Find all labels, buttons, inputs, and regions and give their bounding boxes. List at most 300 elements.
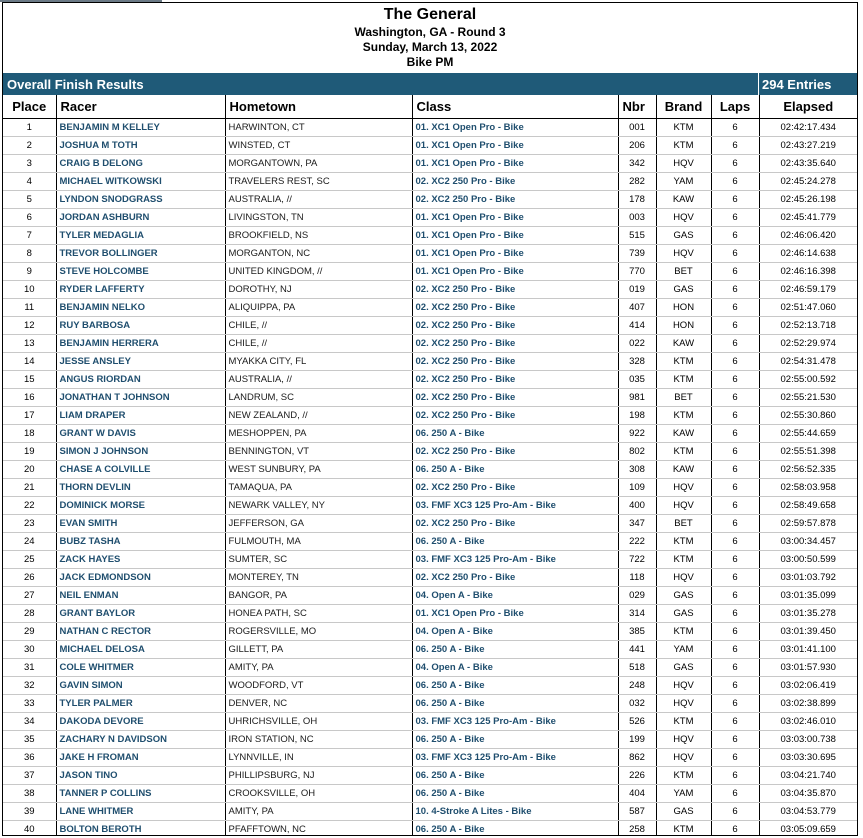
cell-elapsed: 03:01:35.099 [759, 587, 857, 605]
cell-place: 35 [3, 731, 56, 749]
cell-nbr: 248 [618, 677, 656, 695]
cell-elapsed: 02:52:13.718 [759, 317, 857, 335]
cell-class[interactable]: 02. XC2 250 Pro - Bike [412, 515, 618, 533]
cell-racer[interactable]: TREVOR BOLLINGER [56, 245, 225, 263]
cell-elapsed: 03:04:35.870 [759, 785, 857, 803]
cell-brand: KAW [656, 335, 711, 353]
cell-laps: 6 [711, 659, 759, 677]
cell-place: 27 [3, 587, 56, 605]
cell-laps: 6 [711, 173, 759, 191]
table-row [3, 317, 857, 335]
col-header-elapsed: Elapsed [759, 95, 857, 119]
table-row [3, 227, 857, 245]
cell-racer[interactable]: SIMON J JOHNSON [56, 443, 225, 461]
cell-brand: HQV [656, 479, 711, 497]
cell-class[interactable]: 06. 250 A - Bike [412, 425, 618, 443]
cell-racer[interactable]: THORN DEVLIN [56, 479, 225, 497]
cell-elapsed: 02:46:14.638 [759, 245, 857, 263]
cell-racer[interactable]: ANGUS RIORDAN [56, 371, 225, 389]
cell-elapsed: 02:55:30.860 [759, 407, 857, 425]
cell-place: 14 [3, 353, 56, 371]
cell-racer[interactable]: JASON TINO [56, 767, 225, 785]
cell-class[interactable]: 03. FMF XC3 125 Pro-Am - Bike [412, 713, 618, 731]
cell-place: 16 [3, 389, 56, 407]
cell-hometown: DENVER, NC [225, 695, 412, 713]
table-row [3, 479, 857, 497]
cell-elapsed: 03:00:50.599 [759, 551, 857, 569]
cell-nbr: 739 [618, 245, 656, 263]
cell-racer[interactable]: TANNER P COLLINS [56, 785, 225, 803]
cell-place: 32 [3, 677, 56, 695]
cell-class[interactable]: 06. 250 A - Bike [412, 731, 618, 749]
cell-racer[interactable]: STEVE HOLCOMBE [56, 263, 225, 281]
cell-laps: 6 [711, 137, 759, 155]
cell-laps: 6 [711, 767, 759, 785]
cell-place: 7 [3, 227, 56, 245]
cell-elapsed: 03:01:03.792 [759, 569, 857, 587]
cell-nbr: 526 [618, 713, 656, 731]
cell-elapsed: 02:42:17.434 [759, 119, 857, 137]
results-table [3, 95, 857, 836]
cell-laps: 6 [711, 623, 759, 641]
table-row [3, 749, 857, 767]
cell-racer[interactable]: DOMINICK MORSE [56, 497, 225, 515]
cell-hometown: SUMTER, SC [225, 551, 412, 569]
cell-elapsed: 03:01:39.450 [759, 623, 857, 641]
cell-place: 22 [3, 497, 56, 515]
cell-racer[interactable]: BENJAMIN HERRERA [56, 335, 225, 353]
table-row [3, 677, 857, 695]
cell-hometown: HONEA PATH, SC [225, 605, 412, 623]
cell-place: 1 [3, 119, 56, 137]
table-row [3, 335, 857, 353]
cell-hometown: MONTEREY, TN [225, 569, 412, 587]
cell-nbr: 308 [618, 461, 656, 479]
cell-hometown: NEW ZEALAND, // [225, 407, 412, 425]
cell-racer[interactable]: ZACHARY N DAVIDSON [56, 731, 225, 749]
cell-elapsed: 02:55:00.592 [759, 371, 857, 389]
table-row [3, 803, 857, 821]
cell-place: 12 [3, 317, 56, 335]
table-row [3, 371, 857, 389]
cell-place: 25 [3, 551, 56, 569]
table-row [3, 407, 857, 425]
cell-racer[interactable]: JORDAN ASHBURN [56, 209, 225, 227]
cell-nbr: 118 [618, 569, 656, 587]
cell-racer[interactable]: DAKODA DEVORE [56, 713, 225, 731]
cell-laps: 6 [711, 641, 759, 659]
cell-racer[interactable]: MICHAEL DELOSA [56, 641, 225, 659]
cell-racer[interactable]: NEIL ENMAN [56, 587, 225, 605]
cell-hometown: LYNNVILLE, IN [225, 749, 412, 767]
cell-racer[interactable]: GRANT BAYLOR [56, 605, 225, 623]
cell-elapsed: 03:03:30.695 [759, 749, 857, 767]
cell-brand: YAM [656, 641, 711, 659]
cell-elapsed: 02:58:03.958 [759, 479, 857, 497]
cell-laps: 6 [711, 695, 759, 713]
cell-brand: HQV [656, 677, 711, 695]
table-row [3, 173, 857, 191]
cell-elapsed: 02:55:21.530 [759, 389, 857, 407]
cell-brand: KAW [656, 191, 711, 209]
cell-place: 38 [3, 785, 56, 803]
cell-place: 23 [3, 515, 56, 533]
cell-elapsed: 02:43:35.640 [759, 155, 857, 173]
cell-brand: KTM [656, 407, 711, 425]
cell-brand: HQV [656, 569, 711, 587]
cell-hometown: WINSTED, CT [225, 137, 412, 155]
cell-elapsed: 02:56:52.335 [759, 461, 857, 479]
cell-brand: KTM [656, 443, 711, 461]
cell-racer[interactable]: JAKE H FROMAN [56, 749, 225, 767]
cell-racer[interactable]: CRAIG B DELONG [56, 155, 225, 173]
cell-nbr: 404 [618, 785, 656, 803]
cell-nbr: 022 [618, 335, 656, 353]
cell-brand: HQV [656, 749, 711, 767]
cell-hometown: IRON STATION, NC [225, 731, 412, 749]
cell-place: 19 [3, 443, 56, 461]
col-header-racer: Racer [56, 95, 225, 119]
cell-hometown: UNITED KINGDOM, // [225, 263, 412, 281]
cell-racer[interactable]: JONATHAN T JOHNSON [56, 389, 225, 407]
cell-racer[interactable]: RYDER LAFFERTY [56, 281, 225, 299]
cell-racer[interactable]: RUY BARBOSA [56, 317, 225, 335]
cell-class[interactable]: 02. XC2 250 Pro - Bike [412, 191, 618, 209]
cell-place: 13 [3, 335, 56, 353]
cell-hometown: BROOKFIELD, NS [225, 227, 412, 245]
col-header-nbr: Nbr [618, 95, 656, 119]
col-header-brand: Brand [656, 95, 711, 119]
cell-hometown: PFAFFTOWN, NC [225, 821, 412, 837]
cell-hometown: BENNINGTON, VT [225, 443, 412, 461]
cell-hometown: AMITY, PA [225, 659, 412, 677]
cell-hometown: GILLETT, PA [225, 641, 412, 659]
cell-elapsed: 02:55:51.398 [759, 443, 857, 461]
cell-class[interactable]: 02. XC2 250 Pro - Bike [412, 479, 618, 497]
col-header-hometown: Hometown [225, 95, 412, 119]
cell-elapsed: 03:04:53.779 [759, 803, 857, 821]
cell-elapsed: 02:52:29.974 [759, 335, 857, 353]
cell-racer[interactable]: EVAN SMITH [56, 515, 225, 533]
cell-nbr: 407 [618, 299, 656, 317]
table-row [3, 245, 857, 263]
table-row [3, 137, 857, 155]
table-row [3, 569, 857, 587]
table-row [3, 443, 857, 461]
cell-laps: 6 [711, 407, 759, 425]
table-row [3, 605, 857, 623]
cell-racer[interactable]: NATHAN C RECTOR [56, 623, 225, 641]
cell-nbr: 770 [618, 263, 656, 281]
cell-laps: 6 [711, 461, 759, 479]
cell-laps: 6 [711, 713, 759, 731]
cell-place: 40 [3, 821, 56, 837]
table-row [3, 191, 857, 209]
cell-elapsed: 03:01:35.278 [759, 605, 857, 623]
table-row [3, 695, 857, 713]
cell-racer[interactable]: BOLTON BEROTH [56, 821, 225, 837]
cell-elapsed: 02:45:41.779 [759, 209, 857, 227]
cell-brand: GAS [656, 281, 711, 299]
cell-nbr: 198 [618, 407, 656, 425]
table-row [3, 353, 857, 371]
entries-count: 294 Entries [762, 77, 832, 92]
cell-class[interactable]: 02. XC2 250 Pro - Bike [412, 299, 618, 317]
cell-nbr: 347 [618, 515, 656, 533]
table-row [3, 425, 857, 443]
table-row [3, 713, 857, 731]
table-row [3, 299, 857, 317]
cell-nbr: 282 [618, 173, 656, 191]
cell-nbr: 001 [618, 119, 656, 137]
cell-elapsed: 02:55:44.659 [759, 425, 857, 443]
cell-nbr: 258 [618, 821, 656, 837]
cell-hometown: FULMOUTH, MA [225, 533, 412, 551]
cell-class[interactable]: 06. 250 A - Bike [412, 641, 618, 659]
cell-nbr: 035 [618, 371, 656, 389]
cell-hometown: ALIQUIPPA, PA [225, 299, 412, 317]
cell-class[interactable]: 02. XC2 250 Pro - Bike [412, 407, 618, 425]
cell-class[interactable]: 02. XC2 250 Pro - Bike [412, 317, 618, 335]
cell-nbr: 981 [618, 389, 656, 407]
cell-hometown: BANGOR, PA [225, 587, 412, 605]
cell-brand: HQV [656, 695, 711, 713]
cell-hometown: PHILLIPSBURG, NJ [225, 767, 412, 785]
cell-nbr: 029 [618, 587, 656, 605]
cell-elapsed: 02:59:57.878 [759, 515, 857, 533]
cell-class[interactable]: 06. 250 A - Bike [412, 821, 618, 837]
cell-place: 18 [3, 425, 56, 443]
cell-elapsed: 03:00:34.457 [759, 533, 857, 551]
cell-racer[interactable]: BENJAMIN NELKO [56, 299, 225, 317]
cell-laps: 6 [711, 317, 759, 335]
cell-elapsed: 02:46:06.420 [759, 227, 857, 245]
cell-laps: 6 [711, 677, 759, 695]
cell-elapsed: 03:02:46.010 [759, 713, 857, 731]
cell-hometown: ROGERSVILLE, MO [225, 623, 412, 641]
cell-brand: GAS [656, 227, 711, 245]
cell-laps: 6 [711, 515, 759, 533]
cell-nbr: 515 [618, 227, 656, 245]
table-row [3, 623, 857, 641]
results-bar-divider [758, 73, 759, 95]
cell-elapsed: 03:05:09.659 [759, 821, 857, 837]
cell-racer[interactable]: LANE WHITMER [56, 803, 225, 821]
results-sheet [2, 2, 858, 836]
cell-class[interactable]: 01. XC1 Open Pro - Bike [412, 155, 618, 173]
cell-elapsed: 02:46:59.179 [759, 281, 857, 299]
cell-class[interactable]: 02. XC2 250 Pro - Bike [412, 353, 618, 371]
cell-class[interactable]: 01. XC1 Open Pro - Bike [412, 227, 618, 245]
col-header-class: Class [412, 95, 618, 119]
cell-hometown: WOODFORD, VT [225, 677, 412, 695]
table-row [3, 461, 857, 479]
cell-hometown: AMITY, PA [225, 803, 412, 821]
cell-brand: KAW [656, 461, 711, 479]
cell-laps: 6 [711, 353, 759, 371]
cell-place: 17 [3, 407, 56, 425]
cell-racer[interactable]: JACK EDMONDSON [56, 569, 225, 587]
cell-class[interactable]: 02. XC2 250 Pro - Bike [412, 371, 618, 389]
cell-brand: HQV [656, 497, 711, 515]
cell-class[interactable]: 01. XC1 Open Pro - Bike [412, 605, 618, 623]
cell-laps: 6 [711, 227, 759, 245]
cell-hometown: LANDRUM, SC [225, 389, 412, 407]
table-row [3, 119, 857, 137]
cell-class[interactable]: 02. XC2 250 Pro - Bike [412, 173, 618, 191]
cell-laps: 6 [711, 155, 759, 173]
cell-nbr: 019 [618, 281, 656, 299]
cell-laps: 6 [711, 263, 759, 281]
table-row [3, 731, 857, 749]
cell-racer[interactable]: COLE WHITMER [56, 659, 225, 677]
cell-class[interactable]: 01. XC1 Open Pro - Bike [412, 137, 618, 155]
cell-class[interactable]: 03. FMF XC3 125 Pro-Am - Bike [412, 551, 618, 569]
cell-hometown: CHILE, // [225, 335, 412, 353]
cell-racer[interactable]: MICHAEL WITKOWSKI [56, 173, 225, 191]
cell-racer[interactable]: LIAM DRAPER [56, 407, 225, 425]
cell-hometown: MESHOPPEN, PA [225, 425, 412, 443]
cell-racer[interactable]: BUBZ TASHA [56, 533, 225, 551]
cell-place: 36 [3, 749, 56, 767]
cell-place: 9 [3, 263, 56, 281]
cell-elapsed: 02:54:31.478 [759, 353, 857, 371]
cell-racer[interactable]: GAVIN SIMON [56, 677, 225, 695]
cell-nbr: 441 [618, 641, 656, 659]
cell-nbr: 722 [618, 551, 656, 569]
cell-class[interactable]: 10. 4-Stroke A Lites - Bike [412, 803, 618, 821]
cell-brand: HQV [656, 245, 711, 263]
cell-brand: HQV [656, 731, 711, 749]
table-row [3, 641, 857, 659]
cell-nbr: 802 [618, 443, 656, 461]
cell-brand: GAS [656, 605, 711, 623]
cell-laps: 6 [711, 425, 759, 443]
cell-laps: 6 [711, 245, 759, 263]
cell-elapsed: 02:51:47.060 [759, 299, 857, 317]
table-header-row [3, 95, 857, 119]
cell-place: 37 [3, 767, 56, 785]
cell-elapsed: 03:01:41.100 [759, 641, 857, 659]
cell-brand: BET [656, 389, 711, 407]
cell-place: 21 [3, 479, 56, 497]
cell-class[interactable]: 02. XC2 250 Pro - Bike [412, 443, 618, 461]
cell-laps: 6 [711, 371, 759, 389]
cell-elapsed: 02:45:24.278 [759, 173, 857, 191]
cell-brand: KTM [656, 821, 711, 837]
cell-class[interactable]: 04. Open A - Bike [412, 659, 618, 677]
cell-laps: 6 [711, 605, 759, 623]
cell-racer[interactable]: JESSE ANSLEY [56, 353, 225, 371]
cell-laps: 6 [711, 209, 759, 227]
cell-brand: HQV [656, 155, 711, 173]
cell-laps: 6 [711, 731, 759, 749]
cell-racer[interactable]: JOSHUA M TOTH [56, 137, 225, 155]
table-row [3, 155, 857, 173]
cell-racer[interactable]: ZACK HAYES [56, 551, 225, 569]
cell-hometown: JEFFERSON, GA [225, 515, 412, 533]
cell-nbr: 414 [618, 317, 656, 335]
cell-hometown: TRAVELERS REST, SC [225, 173, 412, 191]
cell-nbr: 385 [618, 623, 656, 641]
cell-class[interactable]: 04. Open A - Bike [412, 587, 618, 605]
cell-class[interactable]: 02. XC2 250 Pro - Bike [412, 569, 618, 587]
cell-class[interactable]: 06. 250 A - Bike [412, 461, 618, 479]
cell-class[interactable]: 06. 250 A - Bike [412, 767, 618, 785]
cell-brand: KTM [656, 371, 711, 389]
cell-class[interactable]: 01. XC1 Open Pro - Bike [412, 245, 618, 263]
cell-laps: 6 [711, 551, 759, 569]
cell-class[interactable]: 06. 250 A - Bike [412, 533, 618, 551]
cell-hometown: MORGANTON, NC [225, 245, 412, 263]
cell-class[interactable]: 03. FMF XC3 125 Pro-Am - Bike [412, 749, 618, 767]
cell-racer[interactable]: LYNDON SNODGRASS [56, 191, 225, 209]
table-row [3, 785, 857, 803]
cell-class[interactable]: 03. FMF XC3 125 Pro-Am - Bike [412, 497, 618, 515]
cell-class[interactable]: 06. 250 A - Bike [412, 677, 618, 695]
cell-place: 3 [3, 155, 56, 173]
cell-place: 11 [3, 299, 56, 317]
cell-hometown: AUSTRALIA, // [225, 191, 412, 209]
cell-elapsed: 03:04:21.740 [759, 767, 857, 785]
event-date: Sunday, March 13, 2022 [362, 40, 498, 54]
cell-brand: HQV [656, 209, 711, 227]
cell-racer[interactable]: TYLER MEDAGLIA [56, 227, 225, 245]
cell-class[interactable]: 06. 250 A - Bike [412, 785, 618, 803]
cell-laps: 6 [711, 443, 759, 461]
cell-class[interactable]: 02. XC2 250 Pro - Bike [412, 335, 618, 353]
cell-nbr: 862 [618, 749, 656, 767]
cell-class[interactable]: 01. XC1 Open Pro - Bike [412, 119, 618, 137]
cell-hometown: LIVINGSTON, TN [225, 209, 412, 227]
cell-brand: BET [656, 263, 711, 281]
cell-hometown: AUSTRALIA, // [225, 371, 412, 389]
cell-brand: GAS [656, 587, 711, 605]
cell-nbr: 109 [618, 479, 656, 497]
cell-class[interactable]: 04. Open A - Bike [412, 623, 618, 641]
cell-brand: GAS [656, 659, 711, 677]
results-body [3, 119, 857, 837]
cell-elapsed: 02:46:16.398 [759, 263, 857, 281]
event-session: Bike PM [406, 55, 454, 69]
cell-laps: 6 [711, 587, 759, 605]
cell-laps: 6 [711, 569, 759, 587]
cell-place: 33 [3, 695, 56, 713]
cell-nbr: 199 [618, 731, 656, 749]
cell-brand: YAM [656, 173, 711, 191]
cell-nbr: 222 [618, 533, 656, 551]
table-row [3, 389, 857, 407]
cell-class[interactable]: 01. XC1 Open Pro - Bike [412, 263, 618, 281]
cell-racer[interactable]: TYLER PALMER [56, 695, 225, 713]
cell-brand: YAM [656, 785, 711, 803]
cell-class[interactable]: 02. XC2 250 Pro - Bike [412, 281, 618, 299]
cell-racer[interactable]: BENJAMIN M KELLEY [56, 119, 225, 137]
cell-place: 28 [3, 605, 56, 623]
table-row [3, 533, 857, 551]
table-row [3, 515, 857, 533]
cell-place: 2 [3, 137, 56, 155]
cell-class[interactable]: 02. XC2 250 Pro - Bike [412, 389, 618, 407]
cell-class[interactable]: 01. XC1 Open Pro - Bike [412, 209, 618, 227]
cell-laps: 6 [711, 803, 759, 821]
cell-class[interactable]: 06. 250 A - Bike [412, 695, 618, 713]
cell-hometown: MYAKKA CITY, FL [225, 353, 412, 371]
cell-place: 29 [3, 623, 56, 641]
cell-place: 31 [3, 659, 56, 677]
cell-racer[interactable]: GRANT W DAVIS [56, 425, 225, 443]
cell-racer[interactable]: CHASE A COLVILLE [56, 461, 225, 479]
